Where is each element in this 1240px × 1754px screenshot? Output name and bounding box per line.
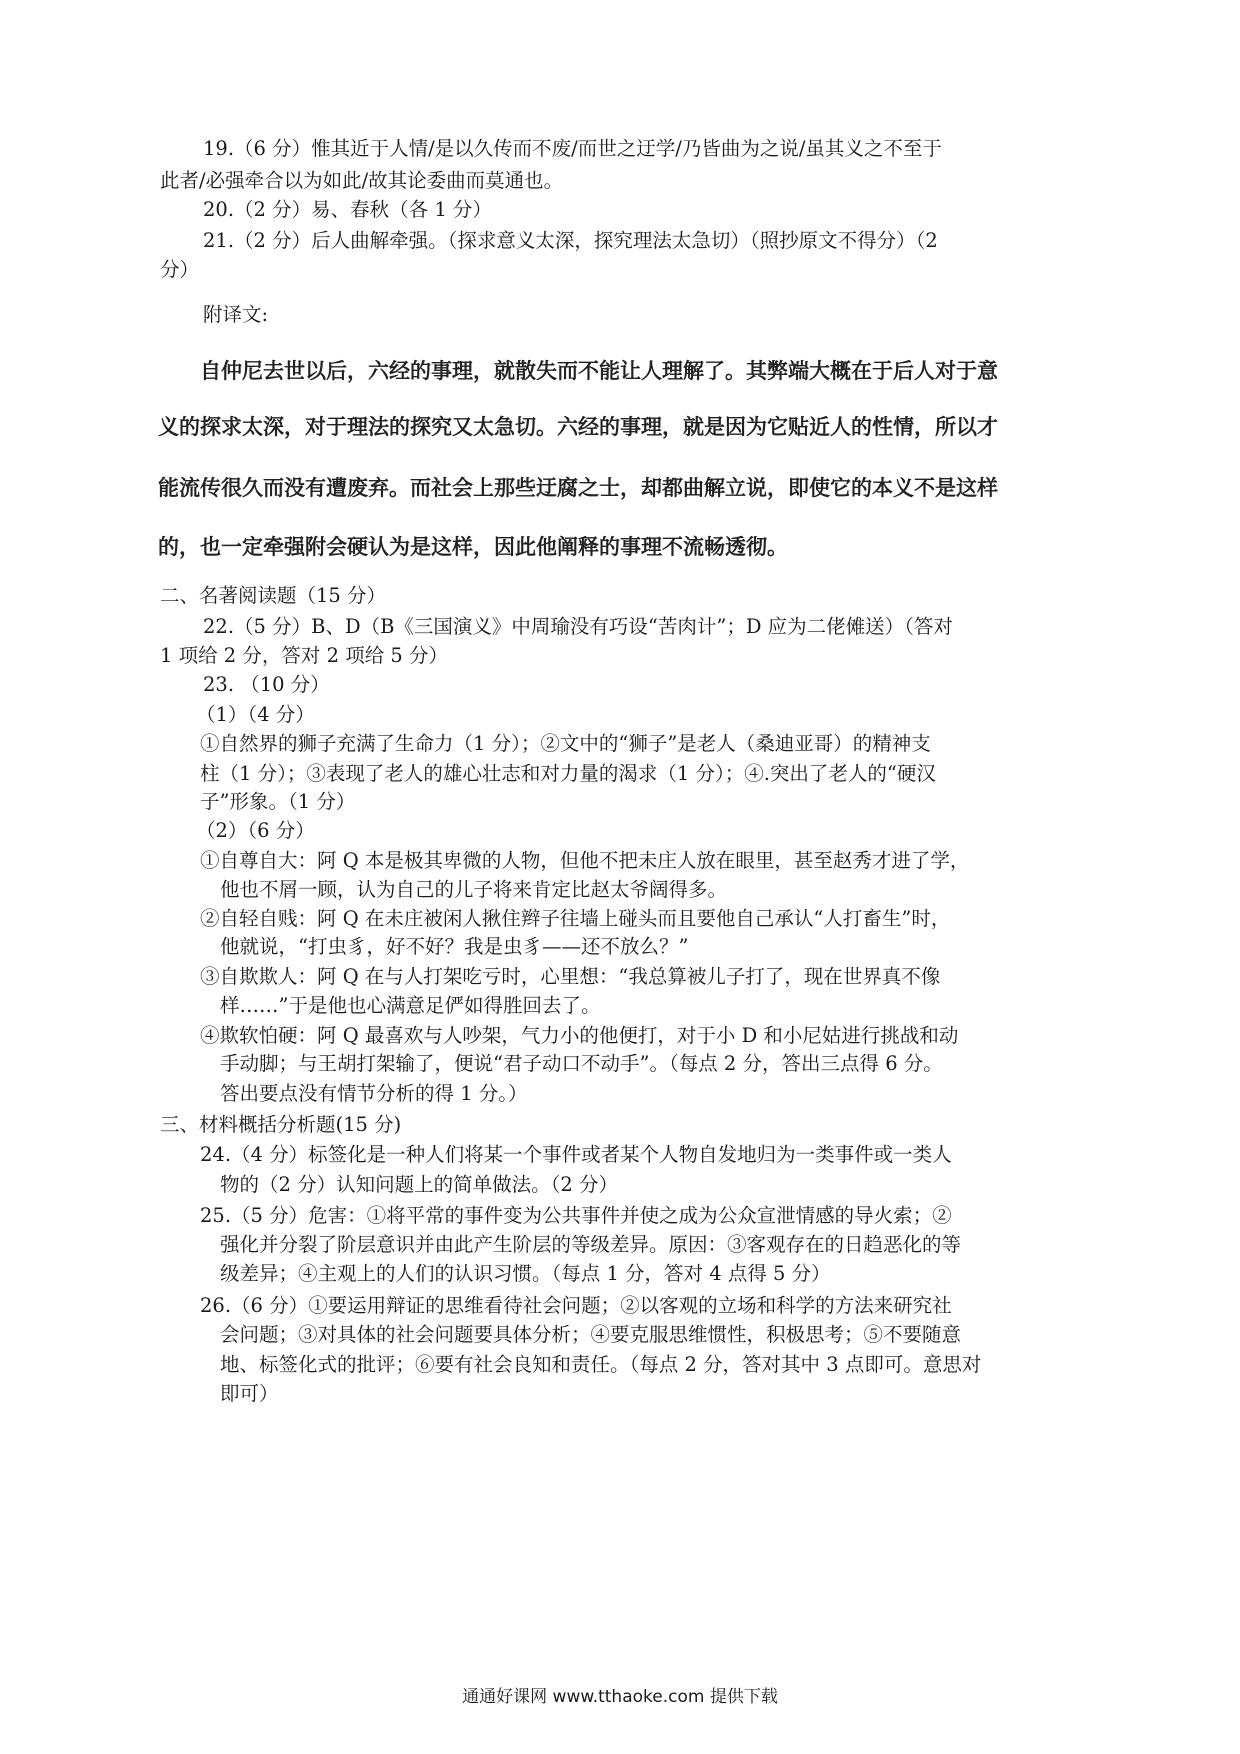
q20-answer: 20.（2 分）易、春秋（各 1 分） (203, 198, 492, 221)
q23-point2-line2: 他就说，“打虫豸，好不好？我是虫豸——还不放么？” (220, 935, 689, 958)
q23-point1-line2: 他也不屑一顾，认为自己的儿子将来肯定比赵太爷阔得多。 (220, 878, 728, 901)
q23-point4-line2: 手动脚；与王胡打架输了，便说“君子动口不动手”。（每点 2 分，答出三点得 6 分。 (220, 1052, 943, 1075)
translation-line: 的，也一定牵强附会硬认为是这样，因此他阐释的事理不流畅透彻。 (158, 535, 788, 559)
q23-part1-line2: 柱（1 分）；③表现了老人的雄心壮志和对力量的渴求（1 分）；④.突出了老人的“硬汉 (200, 762, 936, 785)
q23-heading: 23. （10 分） (203, 673, 330, 696)
translation-line: 义的探求太深，对于理法的探究又太急切。六经的事理，就是因为它贴近人的性情，所以才 (158, 415, 998, 439)
q24-line1: 24.（4 分）标签化是一种人们将某一个事件或者某个人物自发地归为一类事件或一类人 (200, 1143, 952, 1166)
q23-point3-line2: 样……”于是他也心满意足俨如得胜回去了。 (220, 994, 601, 1017)
q19-line2: 此者/必强牵合以为如此/故其论委曲而莫通也。 (160, 169, 564, 192)
q24-line2: 物的（2 分）认知问题上的简单做法。（2 分） (220, 1173, 618, 1196)
q21-line2: 分） (160, 258, 200, 281)
q23-part1-line3: 子”形象。（1 分） (200, 790, 356, 813)
q25-line3: 级差异；④主观上的人们的认识习惯。（每点 1 分，答对 4 点得 5 分） (220, 1262, 831, 1285)
section2-heading: 二、名著阅读题（15 分） (160, 584, 387, 607)
q23-point4-line3: 答出要点没有情节分析的得 1 分。） (220, 1082, 528, 1105)
q23-point4-line1: ④欺软怕硬：阿 Q 最喜欢与人吵架，气力小的他便打，对于小 D 和小尼姑进行挑战和动 (200, 1024, 959, 1047)
q26-line2: 会问题；③对具体的社会问题要具体分析；④要克服思维惯性，积极思考；⑤不要随意 (220, 1323, 962, 1346)
q23-part1-heading: （1）（4 分） (196, 703, 315, 726)
q19-line1: 19.（6 分）惟其近于人情/是以久传而不废/而世之迂学/乃皆曲为之说/虽其义之不至于 (203, 137, 942, 160)
q22-line2: 1 项给 2 分，答对 2 项给 5 分） (160, 644, 449, 667)
q23-point1-line1: ①自尊自大：阿 Q 本是极其卑微的人物，但他不把未庄人放在眼里，甚至赵秀才进了学， (200, 849, 970, 872)
translation-title: 附译文: (203, 303, 269, 326)
q22-line1: 22.（5 分）B、D（B《三国演义》中周瑜没有巧设“苦肉计”；D 应为二佬傩送）（答对 (203, 615, 953, 638)
section3-heading: 三、材料概括分析题(15 分) (160, 1113, 402, 1136)
translation-line: 能流传很久而没有遭废弃。而社会上那些迂腐之士，却都曲解立说，即使它的本义不是这样 (158, 476, 998, 500)
q26-line4: 即可） (220, 1382, 279, 1405)
q23-part1-line1: ①自然界的狮子充满了生命力（1 分）；②文中的“狮子”是老人（桑迪亚哥）的精神支 (200, 732, 931, 755)
q26-line1: 26.（6 分）①要运用辩证的思维看待社会问题；②以客观的立场和科学的方法来研究社 (200, 1294, 952, 1317)
q26-line3: 地、标签化式的批评；⑥要有社会良知和责任。（每点 2 分，答对其中 3 点即可。意思对 (220, 1353, 982, 1376)
q25-line2: 强化并分裂了阶层意识并由此产生阶层的等级差异。原因：③客观存在的日趋恶化的等 (220, 1233, 962, 1256)
q21-line1: 21.（2 分）后人曲解牵强。（探求意义太深，探究理法太急切）（照抄原文不得分）（2 (203, 229, 938, 252)
page-footer: 通通好课网 www.tthaoke.com 提供下载 (462, 1687, 778, 1707)
q23-point2-line1: ②自轻自贱：阿 Q 在未庄被闲人揪住辫子往墙上碰头而且要他自己承认“人打畜生”时， (200, 907, 951, 930)
q25-line1: 25.（5 分）危害：①将平常的事件变为公共事件并使之成为公众宣泄情感的导火索；② (200, 1204, 952, 1227)
translation-line: 自仲尼去世以后，六经的事理，就散失而不能让人理解了。其弊端大概在于后人对于意 (200, 359, 998, 383)
q23-point3-line1: ③自欺欺人：阿 Q 在与人打架吃亏时，心里想：“我总算被儿子打了，现在世界真不像 (200, 965, 941, 988)
q23-part2-heading: （2）（6 分） (196, 819, 315, 842)
